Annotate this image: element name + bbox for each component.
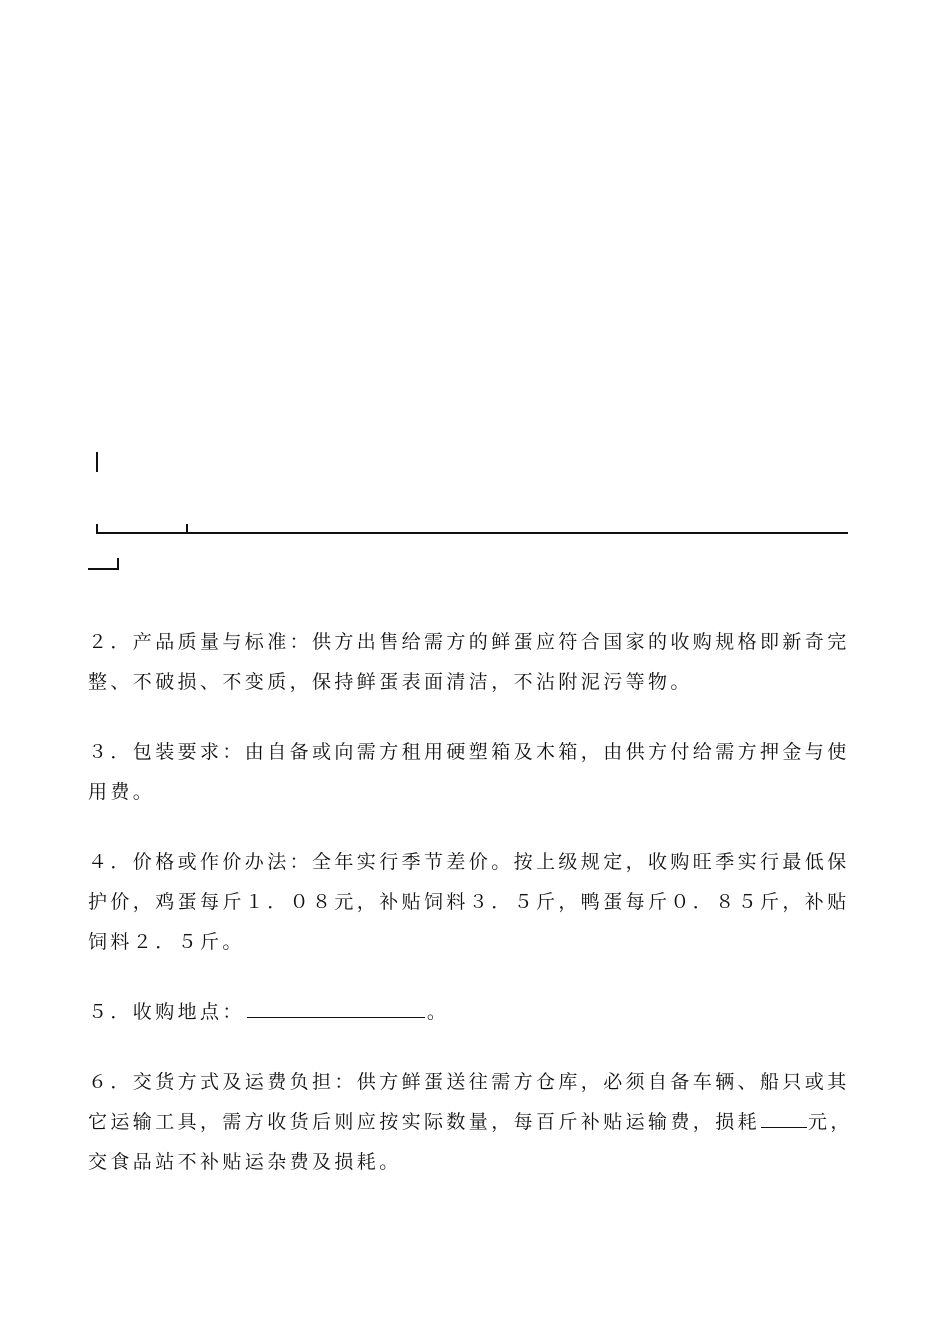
clause-pricing-text: ４．价格或作价办法：全年实行季节差价。按上级规定，收购旺季实行最低保护价，鸡蛋每斤１．０８元，补贴饲料３．５斤，鸭蛋每斤０．８５斤，补贴饲料２．５斤。: [88, 851, 850, 953]
loss-amount-blank-field[interactable]: [761, 1107, 807, 1128]
clause-pricing: [88, 842, 863, 962]
table-border-fragment: [88, 568, 118, 570]
clause-quality-text: ２．产品质量与标准：供方出售给需方的鲜蛋应符合国家的收购规格即新奇完整、不破损、不变质，保持鲜蛋表面清洁，不沾附泥污等物。: [88, 631, 850, 693]
clause-delivery-suffix: 元，交食品站不补贴运杂费及损耗。: [88, 1111, 853, 1173]
clause-location-prefix: ５．收购地点：: [88, 1001, 245, 1023]
clause-location-suffix: 。: [426, 1001, 450, 1023]
table-border-fragment: [117, 558, 119, 570]
location-blank-field[interactable]: [247, 997, 425, 1018]
clause-delivery: [88, 1062, 863, 1182]
table-border-fragment: [96, 452, 98, 472]
clause-packaging-text: ３．包装要求：由自备或向需方租用硬塑箱及木箱，由供方付给需方押金与使用费。: [88, 741, 850, 803]
clause-quality: [88, 622, 863, 702]
clause-delivery-prefix: ６．交货方式及运费负担：供方鲜蛋送往需方仓库，必须自备车辆、船只或其它运输工具，需方收货后则应按实际数量，每百斤补贴运输费，损耗: [88, 1071, 850, 1133]
clause-location: [88, 992, 863, 1032]
clause-packaging: [88, 732, 863, 812]
table-border-fragment: [96, 532, 848, 534]
